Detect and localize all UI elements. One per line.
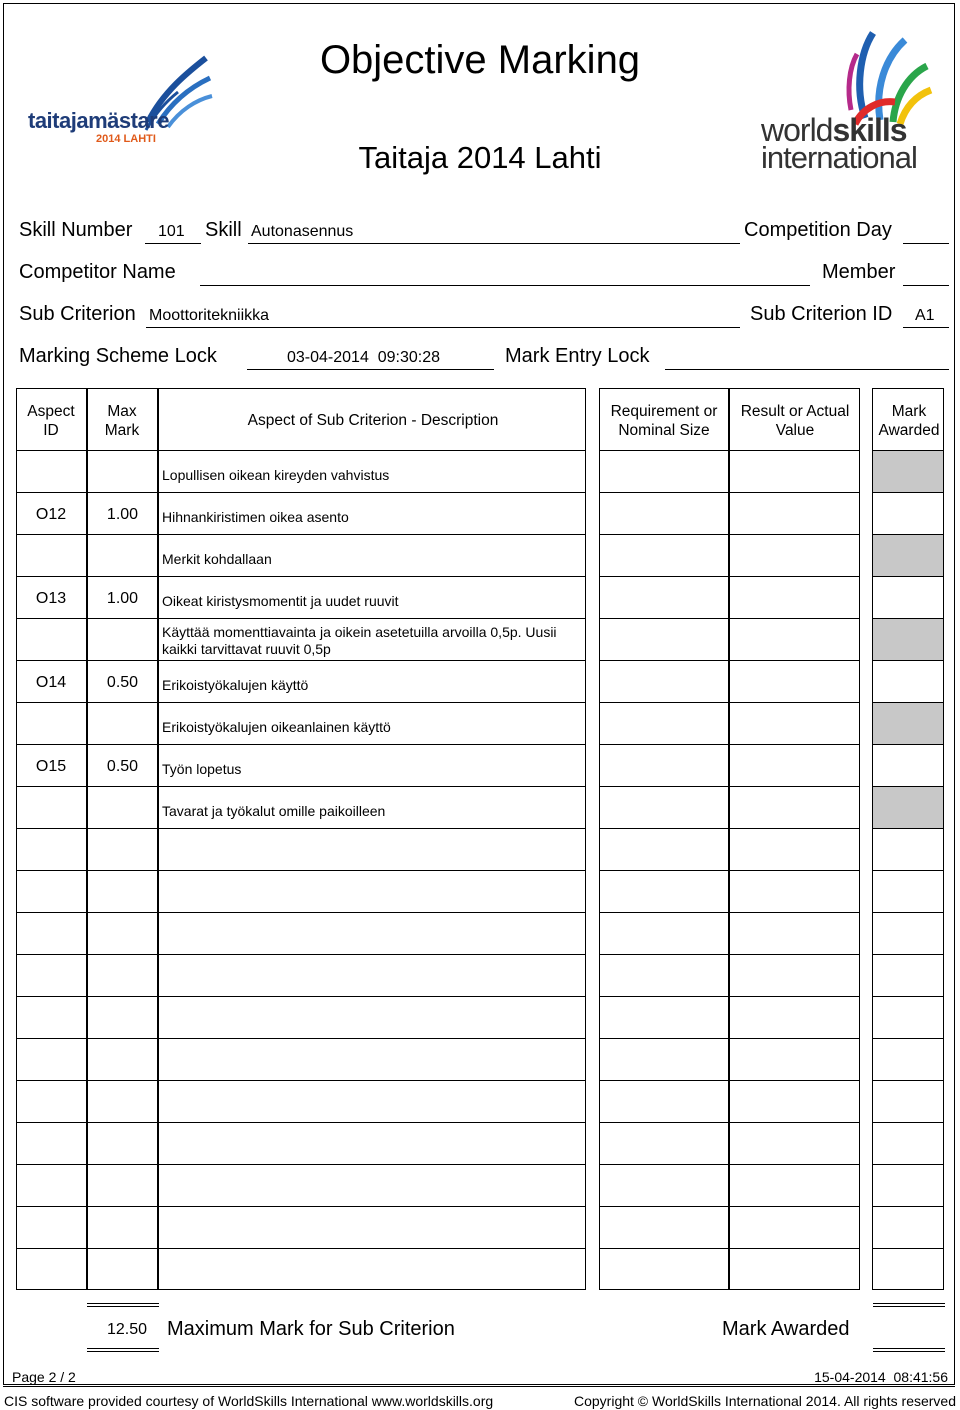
description-cell: Hihnankiristimen oikea asento [162,509,349,525]
taitaja-logo-text: taitajamästare [28,108,169,133]
row-rule [599,1206,860,1207]
description-cell: Tavarat ja työkalut omille paikoilleen [162,803,386,819]
row-rule [16,996,586,997]
row-rule [599,702,860,703]
row-rule [16,534,586,535]
row-rule [599,912,860,913]
max-total-value: 12.50 [106,1321,147,1338]
mark-awarded-disabled-cell [873,787,943,828]
description-cell: Lopullisen oikean kireyden vahvistus [162,467,390,483]
mark-awarded-label: Mark Awarded [722,1318,850,1340]
worldskills-logo-international: international [761,140,917,175]
col-header-mark-awarded: Mark Awarded [878,403,940,439]
row-rule [16,450,586,451]
max-mark-cell: 0.50 [106,758,139,775]
row-rule [599,996,860,997]
mark-awarded-rule-top [873,1303,945,1307]
mark-awarded-input[interactable] [873,493,943,534]
member-underline [903,285,949,286]
mark-awarded-input[interactable] [873,661,943,702]
row-rule [16,1248,586,1249]
worldskills-logo-world: world [761,112,833,148]
skill-underline [248,243,740,244]
row-rule [599,828,860,829]
row-rule [16,786,586,787]
mark-awarded-disabled-cell [873,535,943,576]
sub-criterion-value: Moottoritekniikka [149,307,270,324]
result-column-box [729,388,860,1290]
mark-awarded-input[interactable] [873,955,943,996]
marking-scheme-lock-value: 03-04-2014 09:30:28 [287,349,441,366]
worldskills-logo-skills: skills [832,112,907,148]
page-title: Objective Marking [319,38,641,82]
sub-criterion-id-value: A1 [915,307,935,324]
description-cell: Työn lopetus [162,761,242,777]
mark-awarded-input[interactable] [873,1039,943,1080]
max-total-rule-bottom [87,1348,159,1352]
row-rule [16,1164,586,1165]
skill-number-label: Skill Number [19,219,133,241]
marking-scheme-lock-underline [247,369,494,370]
competition-day-underline [903,243,949,244]
col-header-aspect-id: Aspect ID [27,403,75,439]
row-rule [16,870,586,871]
member-label: Member [822,261,896,283]
row-rule [599,1164,860,1165]
max-total-label: Maximum Mark for Sub Criterion [167,1318,455,1340]
skill-value: Autonasennus [251,223,354,240]
competition-day-label: Competition Day [744,219,892,241]
col-header-requirement: Requirement or Nominal Size [610,403,718,439]
row-rule [16,1206,586,1207]
software-credit: CIS software provided courtesy of WorldSkills International www.worldskills.org [4,1393,494,1409]
mark-awarded-input[interactable] [873,871,943,912]
sub-criterion-underline [146,327,740,328]
col-header-result: Result or Actual Value [740,403,850,439]
max-mark-cell: 1.00 [106,590,139,607]
taitaja-logo-year: 2014 LAHTI [96,133,156,145]
marking-scheme-lock-label: Marking Scheme Lock [19,345,217,367]
row-rule [16,1038,586,1039]
row-rule [16,702,586,703]
mark-awarded-input[interactable] [873,1123,943,1164]
max-total-rule-top [87,1303,159,1307]
mark-awarded-input[interactable] [873,577,943,618]
skill-number-underline [145,243,201,244]
row-rule [599,1080,860,1081]
description-cell: Erikoistyökalujen oikeanlainen käyttö [162,719,391,735]
description-cell: Erikoistyökalujen käyttö [162,677,309,693]
description-cell: Merkit kohdallaan [162,551,272,567]
row-rule [16,1122,586,1123]
sub-criterion-label: Sub Criterion [19,303,136,325]
max-mark-cell: 1.00 [106,506,139,523]
row-rule [16,912,586,913]
mark-awarded-disabled-cell [873,703,943,744]
row-rule [16,660,586,661]
row-rule [599,870,860,871]
mark-awarded-input[interactable] [873,1165,943,1206]
row-rule [16,954,586,955]
aspect-id-cell: O12 [35,506,67,523]
mark-awarded-input[interactable] [873,913,943,954]
col-header-max-mark: Max Mark [104,403,140,439]
row-rule [16,828,586,829]
print-timestamp: 15-04-2014 08:41:56 [814,1369,948,1385]
page-number: Page 2 / 2 [12,1369,76,1385]
mark-entry-lock-label: Mark Entry Lock [505,345,650,367]
row-rule [599,1038,860,1039]
mark-awarded-disabled-cell [873,451,943,492]
mark-entry-lock-underline [665,369,949,370]
row-rule [599,660,860,661]
description-cell: Oikeat kiristysmomentit ja uudet ruuvit [162,593,399,609]
mark-awarded-disabled-cell [873,619,943,660]
sub-criterion-id-label: Sub Criterion ID [750,303,893,325]
copyright-notice: Copyright © WorldSkills International 2014. All rights reserved [573,1393,956,1409]
footer-divider [3,1386,955,1387]
col-header-description: Aspect of Sub Criterion - Description [247,412,499,429]
page-subtitle: Taitaja 2014 Lahti [358,140,602,175]
requirement-column-box [599,388,729,1290]
row-rule [599,744,860,745]
skill-label: Skill [205,219,242,241]
sub-criterion-id-underline [903,327,949,328]
row-rule [599,786,860,787]
row-rule [16,576,586,577]
row-rule [599,1248,860,1249]
row-rule [16,744,586,745]
mark-awarded-input[interactable] [873,829,943,870]
aspect-id-cell: O15 [35,758,67,775]
description-cell: Käyttää momenttiavainta ja oikein asetetuilla arvoilla 0,5p. Uusii kaikki tarvittavat ruuvit 0,5p [162,624,557,657]
mark-awarded-input[interactable] [873,1249,943,1290]
row-rule [599,954,860,955]
mark-awarded-input[interactable] [873,1207,943,1248]
mark-awarded-input[interactable] [873,745,943,786]
row-rule [16,618,586,619]
competitor-name-underline [200,285,810,286]
competitor-name-label: Competitor Name [19,261,176,283]
row-rule [599,576,860,577]
aspect-id-cell: O13 [35,590,67,607]
mark-awarded-input[interactable] [873,997,943,1038]
aspect-id-cell: O14 [35,674,67,691]
skill-number-value: 101 [158,223,185,240]
mark-awarded-input[interactable] [873,1081,943,1122]
row-rule [599,450,860,451]
max-mark-cell: 0.50 [106,674,139,691]
row-rule [599,534,860,535]
row-rule [16,492,586,493]
row-rule [599,618,860,619]
row-rule [16,1080,586,1081]
row-rule [599,492,860,493]
mark-awarded-rule-bottom [873,1348,945,1352]
row-rule [599,1122,860,1123]
